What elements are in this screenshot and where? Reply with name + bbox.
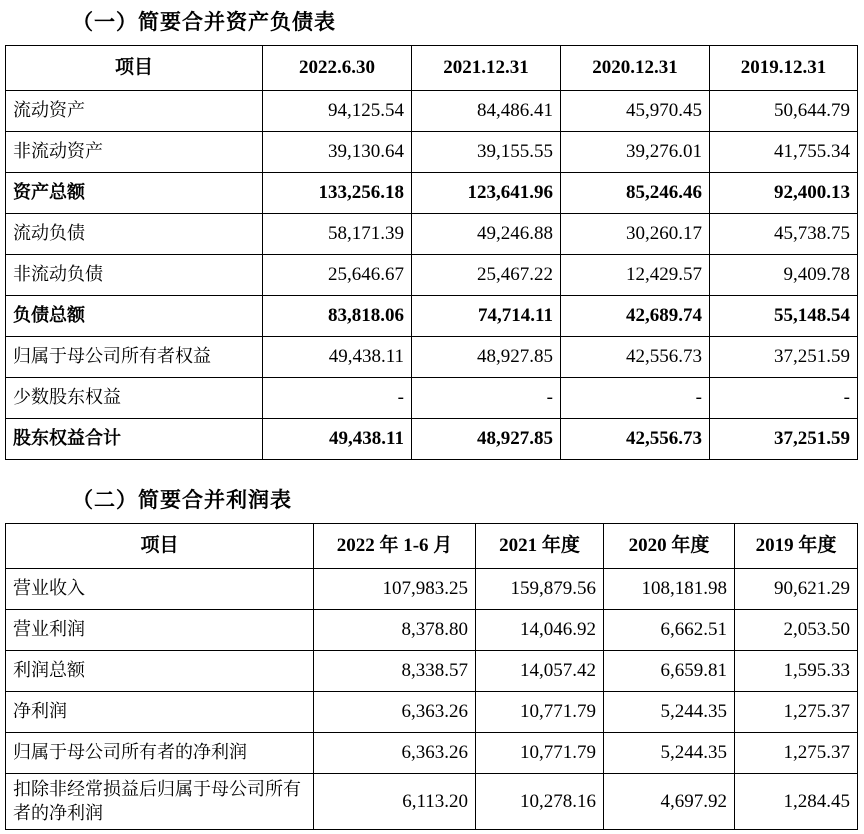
table-cell: 1,284.45 [735,774,858,830]
column-header: 2022.6.30 [263,46,412,91]
table-cell: 49,246.88 [412,214,561,255]
table-cell: 4,697.92 [604,774,735,830]
table-row [6,173,858,214]
table-cell: 14,057.42 [476,651,604,692]
table-cell: 159,879.56 [476,569,604,610]
table-cell: 58,171.39 [263,214,412,255]
row-label: 非流动负债 [6,255,263,296]
table-cell: 9,409.78 [710,255,858,296]
table-cell: - [412,378,561,419]
column-header: 2020.12.31 [561,46,710,91]
table-row [6,774,858,830]
table-row [6,214,858,255]
row-label: 非流动资产 [6,132,263,173]
income-statement-table [5,523,858,830]
row-label: 利润总额 [6,651,314,692]
table-row [6,692,858,733]
table-cell: 41,755.34 [710,132,858,173]
column-header: 项目 [6,46,263,91]
table-cell: 83,818.06 [263,296,412,337]
row-label: 负债总额 [6,296,263,337]
table-row [6,569,858,610]
table-cell: 1,275.37 [735,692,858,733]
column-header: 项目 [6,524,314,569]
table-cell: 10,278.16 [476,774,604,830]
table-cell: 6,659.81 [604,651,735,692]
table-cell: 10,771.79 [476,733,604,774]
table-cell: 85,246.46 [561,173,710,214]
table-row [6,132,858,173]
table-cell: 8,338.57 [314,651,476,692]
table-cell: 5,244.35 [604,733,735,774]
table-row [6,255,858,296]
table-row [6,651,858,692]
table-cell: 8,378.80 [314,610,476,651]
table-row [6,378,858,419]
row-label: 营业利润 [6,610,314,651]
table-cell: 37,251.59 [710,419,858,460]
table-cell: 48,927.85 [412,337,561,378]
table-cell: 6,113.20 [314,774,476,830]
table-cell: 49,438.11 [263,419,412,460]
table-cell: 45,970.45 [561,91,710,132]
table-cell: 50,644.79 [710,91,858,132]
column-header: 2019 年度 [735,524,858,569]
table-cell: 30,260.17 [561,214,710,255]
table-cell: 45,738.75 [710,214,858,255]
table-cell: 55,148.54 [710,296,858,337]
table-cell: 25,467.22 [412,255,561,296]
balance-sheet-table [5,45,858,460]
table-cell: 6,363.26 [314,733,476,774]
column-header: 2021.12.31 [412,46,561,91]
table-cell: 39,155.55 [412,132,561,173]
row-label: 流动负债 [6,214,263,255]
table-cell: 123,641.96 [412,173,561,214]
table-cell: - [263,378,412,419]
row-label: 归属于母公司所有者权益 [6,337,263,378]
column-header: 2021 年度 [476,524,604,569]
row-label: 净利润 [6,692,314,733]
table-cell: 108,181.98 [604,569,735,610]
column-header: 2019.12.31 [710,46,858,91]
table-cell: 39,130.64 [263,132,412,173]
table-cell: 10,771.79 [476,692,604,733]
table-row [6,296,858,337]
table-cell: 107,983.25 [314,569,476,610]
table-cell: 39,276.01 [561,132,710,173]
table-cell: 42,689.74 [561,296,710,337]
balance-sheet-title: （一）简要合并资产负债表 [72,10,336,34]
table-cell: 37,251.59 [710,337,858,378]
income-statement-title: （二）简要合并利润表 [72,488,292,512]
table-row [6,610,858,651]
table-cell: 94,125.54 [263,91,412,132]
table-row [6,337,858,378]
table-cell: 5,244.35 [604,692,735,733]
table-cell: 48,927.85 [412,419,561,460]
table-cell: 133,256.18 [263,173,412,214]
table-cell: 6,363.26 [314,692,476,733]
table-cell: 12,429.57 [561,255,710,296]
row-label: 扣除非经常损益后归属于母公司所有者的净利润 [6,774,314,830]
table-cell: 42,556.73 [561,419,710,460]
table-cell: 14,046.92 [476,610,604,651]
table-cell: 84,486.41 [412,91,561,132]
table-cell: - [710,378,858,419]
column-header: 2022 年 1-6 月 [314,524,476,569]
table-cell: 1,275.37 [735,733,858,774]
table-header-row [6,46,858,91]
table-cell: 42,556.73 [561,337,710,378]
table-row [6,419,858,460]
table-header-row [6,524,858,569]
row-label: 股东权益合计 [6,419,263,460]
table-cell: - [561,378,710,419]
table-cell: 90,621.29 [735,569,858,610]
table-cell: 92,400.13 [710,173,858,214]
table-cell: 49,438.11 [263,337,412,378]
table-cell: 1,595.33 [735,651,858,692]
row-label: 营业收入 [6,569,314,610]
row-label: 流动资产 [6,91,263,132]
table-cell: 6,662.51 [604,610,735,651]
table-row [6,733,858,774]
row-label: 资产总额 [6,173,263,214]
table-cell: 2,053.50 [735,610,858,651]
column-header: 2020 年度 [604,524,735,569]
table-row [6,91,858,132]
table-cell: 25,646.67 [263,255,412,296]
table-cell: 74,714.11 [412,296,561,337]
row-label: 少数股东权益 [6,378,263,419]
row-label: 归属于母公司所有者的净利润 [6,733,314,774]
